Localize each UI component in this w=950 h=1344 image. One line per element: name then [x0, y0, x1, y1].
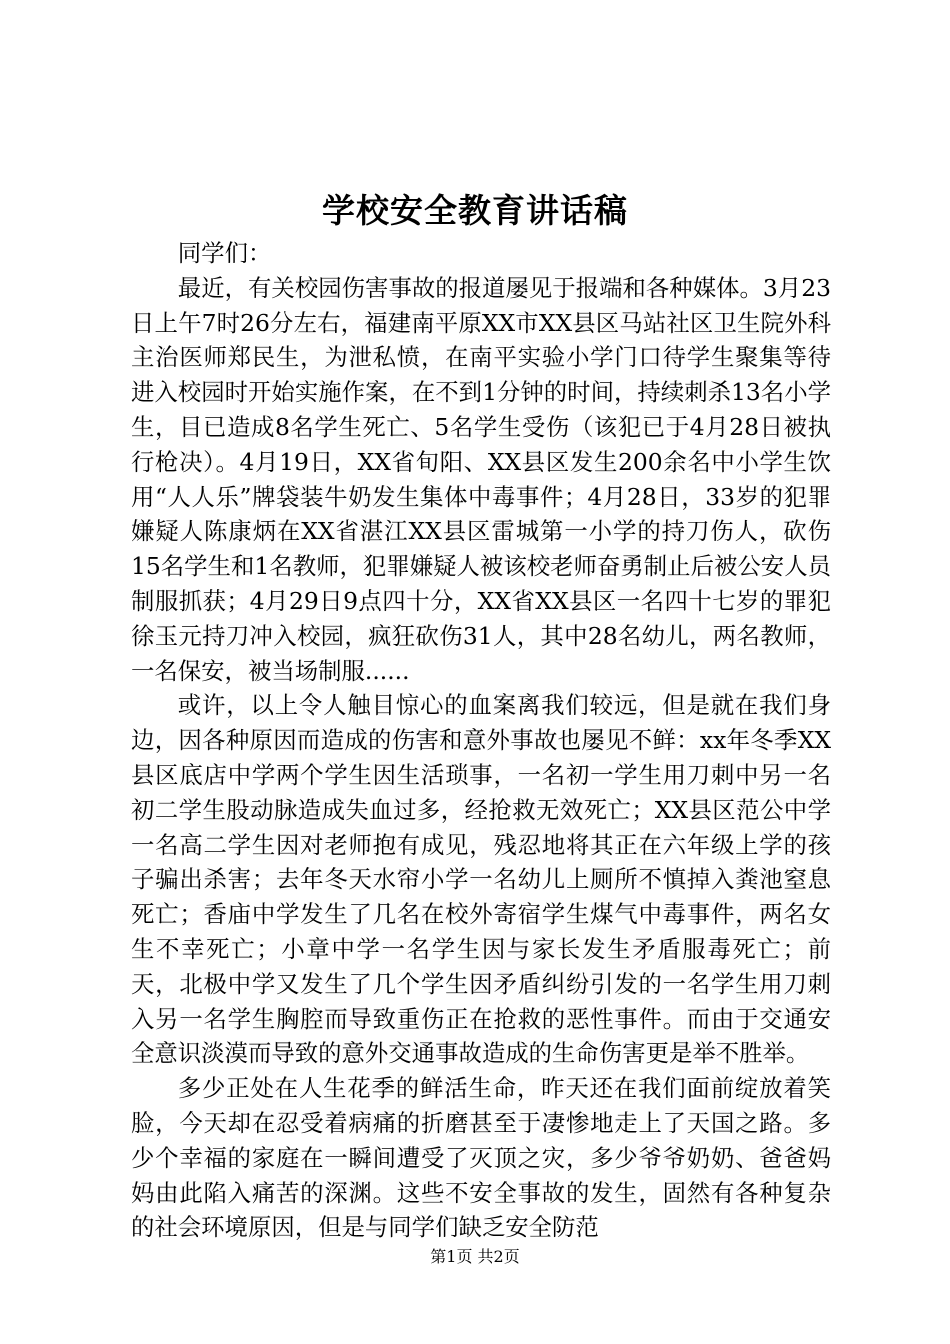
salutation-paragraph: 同学们：	[177, 239, 272, 267]
body-paragraph-2: 或许，以上令人触目惊心的血案离我们较远，但是就在我们身边，因各种原因而造成的伤害和意外事故也屡见不鲜：xx年冬季XX县区底店中学两个学生因生活琐事，一名初一学生用刀刺中另一名初二学生股动脉造成失血过多，经抢救无效死亡；XX县区范公中学一名高二学生因对老师抱有成见，残忍地将其正在六年级上学的孩子骗出杀害；去年冬天水帘小学一名幼儿上厕所不慎掉入粪池窒息死亡；香庙中学发生了几名在校外寄宿学生煤气中毒事件，两名女生不幸死亡；小章中学一名学生因与家长发生矛盾服毒死亡；前天，北极中学又发生了几个学生因矛盾纠纷引发的一名学生用刀刺入另一名学生胸腔而导致重伤正在抢救的恶性事件。而由于交通安全意识淡漠而导致的意外交通事故造成的生命伤害更是举不胜举。	[131, 691, 831, 1068]
page-number-footer: 第1页 共2页	[430, 1247, 520, 1266]
body-paragraph-3: 多少正处在人生花季的鲜活生命，昨天还在我们面前绽放着笑脸，今天却在忍受着病痛的折磨甚至于凄惨地走上了天国之路。多少个幸福的家庭在一瞬间遭受了灭顶之灾，多少爷爷奶奶、爸爸妈妈由此陷入痛苦的深渊。这些不安全事故的发生，固然有各种复杂的社会环境原因，但是与同学们缺乏安全防范	[131, 1074, 831, 1242]
document-title: 学校安全教育讲话稿	[322, 191, 628, 230]
body-paragraph-1: 最近，有关校园伤害事故的报道屡见于报端和各种媒体。3月23日上午7时26分左右，福建南平原XX市XX县区马站社区卫生院外科主治医师郑民生，为泄私愤，在南平实验小学门口待学生聚集等待进入校园时开始实施作案，在不到1分钟的时间，持续刺杀13名小学生，目已造成8名学生死亡、5名学生受伤（该犯已于4月28日被执行枪决）。4月19日，XX省旬阳、XX县区发生200余名中小学生饮用“人人乐”牌袋装牛奶发生集体中毒事件；4月28日，33岁的犯罪嫌疑人陈康炳在XX省湛江XX县区雷城第一小学的持刀伤人，砍伤15名学生和1名教师，犯罪嫌疑人被该校老师奋勇制止后被公安人员制服抓获；4月29日9点四十分，XX省XX县区一名四十七岁的罪犯徐玉元持刀冲入校园，疯狂砍伤31人，其中28名幼儿，两名教师，一名保安，被当场制服......	[131, 273, 831, 685]
document-body	[131, 236, 831, 1245]
